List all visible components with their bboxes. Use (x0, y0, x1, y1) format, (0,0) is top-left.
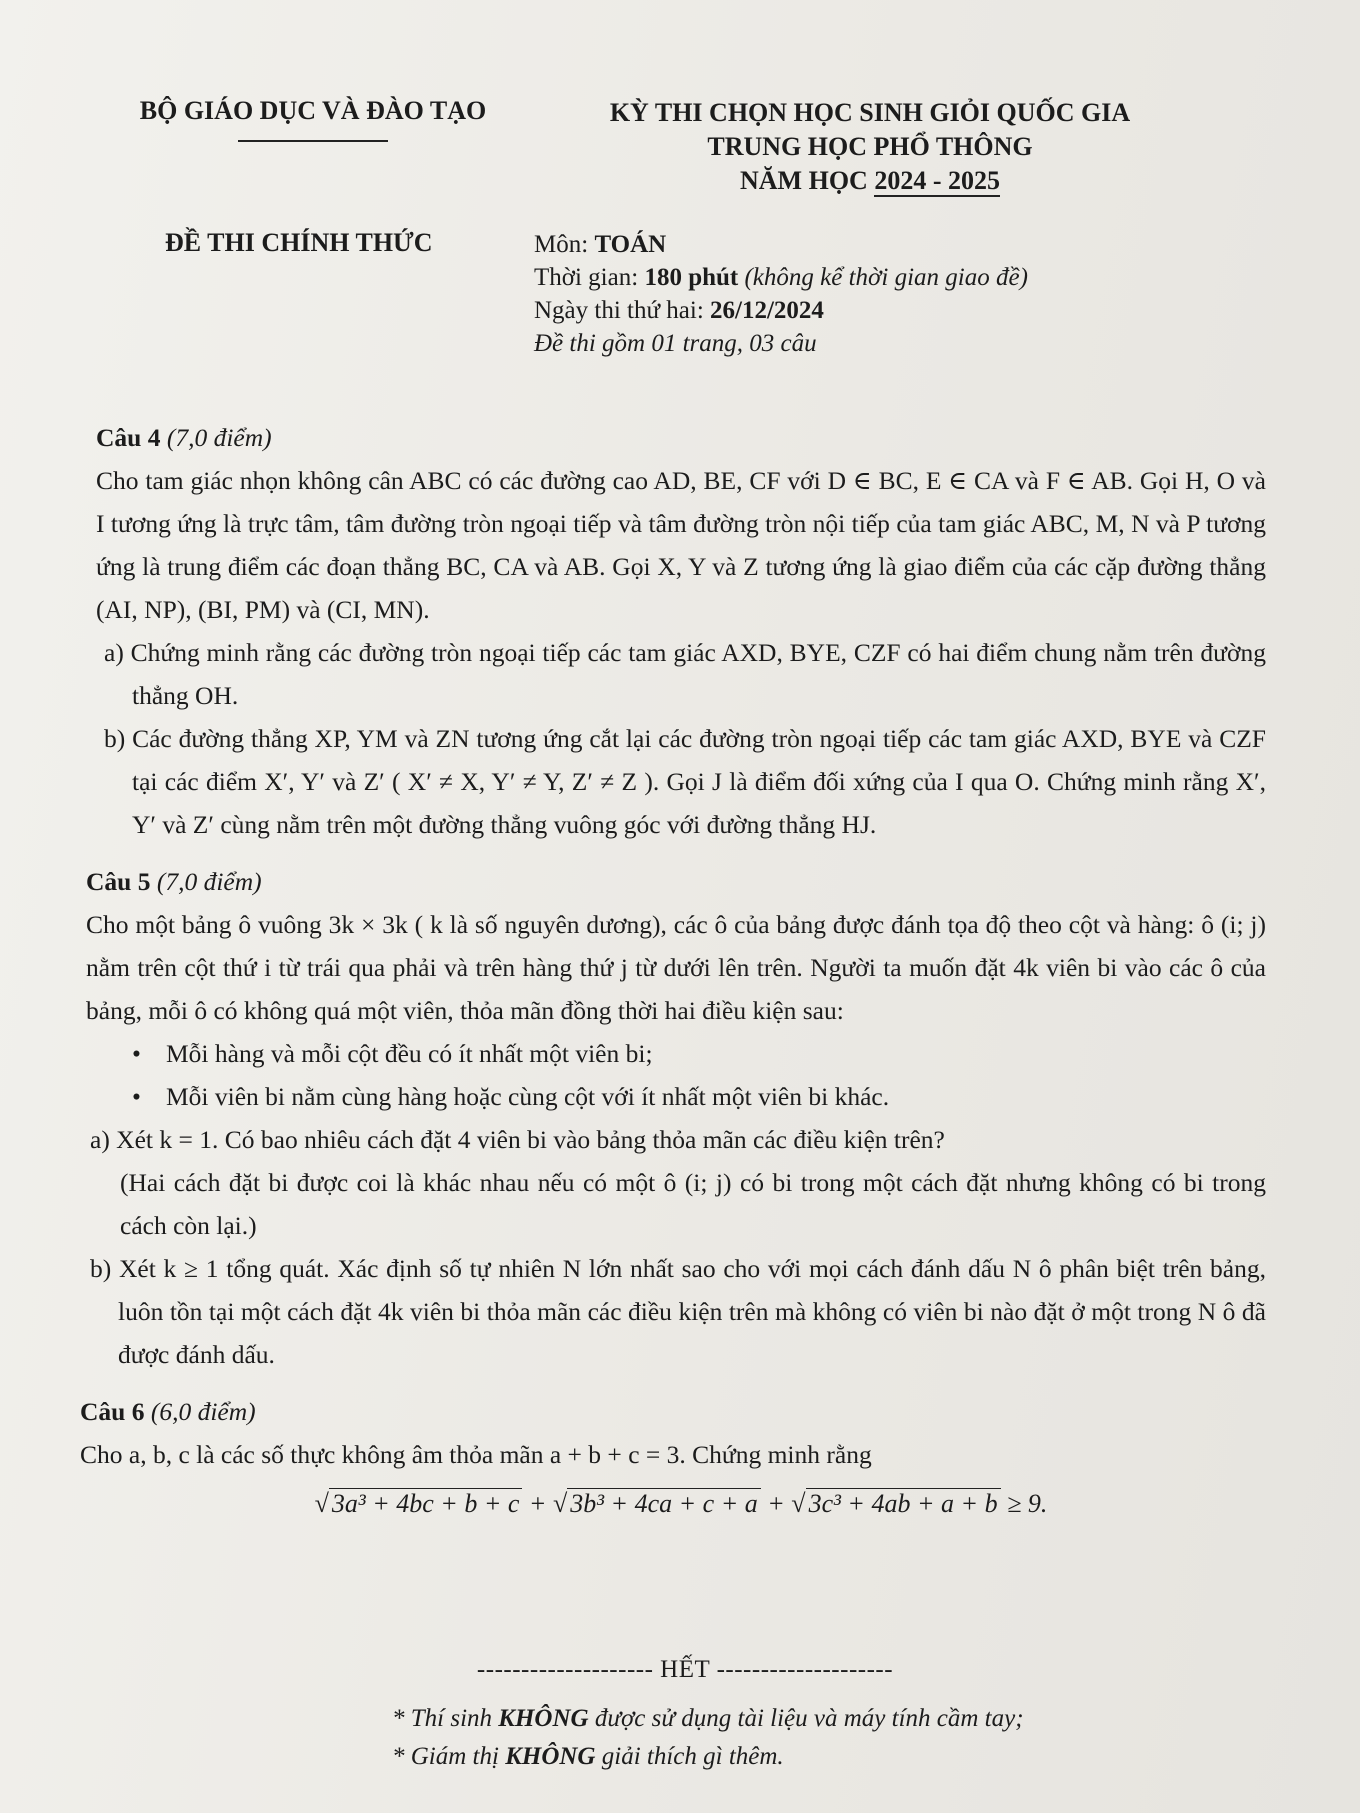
q6-points: (6,0 điểm) (150, 1397, 256, 1426)
pages-note (534, 327, 1028, 360)
q4-intro: Cho tam giác nhọn không cân ABC có các đường cao AD, BE, CF với D ∈ BC, E ∈ CA và F ∈ AB. Gọi H, O và I tương ứng là trực tâm, tâm đường tròn ngoại tiếp và tâm đường tròn nội tiếp của tam giác ABC, M, N và P tương ứng là trung điểm các đoạn thẳng BC, CA và AB. Gọi X, Y và Z tương ứng là giao điểm của các cặp đường thẳng (AI, NP), (BI, PM) và (CI, MN). (96, 466, 1266, 624)
official-label: ĐỀ THI CHÍNH THỨC (165, 228, 433, 257)
q5-part-a: a) Xét k = 1. Có bao nhiêu cách đặt 4 viên bi vào bảng thỏa mãn các điều kiện trên? (90, 1125, 945, 1154)
ministry-header (118, 96, 508, 142)
time-note: (không kể thời gian giao đề) (744, 264, 1028, 291)
footer-note-2 (392, 1738, 1024, 1776)
q6-inequality: √ 3a³ + 4bc + b + c + √ 3b³ + 4ca + c + a + √ 3c³ + 4ab + a + b ≥ 9. (314, 1489, 1048, 1518)
ministry-underline (238, 140, 388, 142)
q6-term-3: 3c³ + 4ab + a + b (806, 1488, 1001, 1518)
q4-part-a: a) Chứng minh rằng các đường tròn ngoại tiếp các tam giác AXD, BYE, CZF có hai điểm chung nằm trên đường thẳng OH. (104, 638, 1266, 710)
q5-part-b: b) Xét k ≥ 1 tổng quát. Xác định số tự nhiên N lớn nhất sao cho với mọi cách đánh dấu N ô phân biệt trên bảng, luôn tồn tại một cách đặt 4k viên bi thỏa mãn các điều kiện trên mà không có viên bi nào đặt ở một trong N ô đã được đánh dấu. (90, 1254, 1266, 1369)
date-line (534, 294, 1028, 327)
time-label: Thời gian: (534, 264, 639, 291)
exam-title-1: KỲ THI CHỌN HỌC SINH GIỎI QUỐC GIA (609, 98, 1131, 127)
q6-term-2: 3b³ + 4ca + c + a (567, 1488, 761, 1518)
exam-body (80, 402, 1266, 1525)
subject-line (534, 228, 1028, 261)
note2-post: giải thích gì thêm. (601, 1743, 784, 1770)
note2-pre: * Giám thị (392, 1743, 499, 1770)
exam-year: 2024 - 2025 (874, 166, 1000, 195)
q5-points: (7,0 điểm) (156, 867, 262, 896)
q6-intro: Cho a, b, c là các số thực không âm thỏa mãn a + b + c = 3. Chứng minh rằng (80, 1440, 872, 1469)
exam-header (560, 96, 1180, 198)
q5-part-a-note: (Hai cách đặt bi được coi là khác nhau nếu có một ô (i; j) có bi trong một cách đặt nhưng không có bi trong cách còn lại.) (120, 1168, 1266, 1240)
time-line (534, 261, 1028, 294)
q4-label: Câu 4 (96, 423, 161, 452)
exam-year-line (560, 164, 1180, 198)
footer-note-1 (392, 1700, 1024, 1738)
note1-pre: * Thí sinh (392, 1705, 493, 1732)
q4-part-b: b) Các đường thẳng XP, YM và ZN tương ứng cắt lại các đường tròn ngoại tiếp các tam giác AXD, BYE và CZF tại các điểm X′, Y′ và Z′ ( X′ ≠ X, Y′ ≠ Y, Z′ ≠ Z ). Gọi J là điểm đối xứng của I qua O. Chứng minh rằng X′, Y′ và Z′ cùng nằm trên một đường thẳng vuông góc với đường thẳng HJ. (104, 724, 1266, 839)
q6-label: Câu 6 (80, 1397, 145, 1426)
q6-rhs: ≥ 9. (1007, 1489, 1048, 1518)
q5-intro: Cho một bảng ô vuông 3k × 3k ( k là số nguyên dương), các ô của bảng được đánh tọa độ theo cột và hàng: ô (i; j) nằm trên cột thứ i từ trái qua phải và trên hàng thứ j từ dưới lên trên. Người ta muốn đặt 4k viên bi vào các ô của bảng, mỗi ô có không quá một viên, thỏa mãn đồng thời hai điều kiện sau: (86, 910, 1266, 1025)
footer-notes (392, 1700, 1024, 1776)
subject: TOÁN (594, 231, 667, 258)
exam-meta (534, 228, 1028, 360)
date-label: Ngày thi thứ hai: (534, 297, 704, 324)
q5-bullet-1: • Mỗi hàng và mỗi cột đều có ít nhất một viên bi; (96, 1032, 1266, 1075)
q4-points: (7,0 điểm) (166, 423, 272, 452)
q5-label: Câu 5 (86, 867, 151, 896)
q6-title (80, 1390, 1266, 1433)
subject-label: Môn: (534, 231, 589, 258)
time: 180 phút (644, 264, 739, 291)
exam-year-prefix: NĂM HỌC (740, 166, 868, 195)
end-marker: -------------------- HẾT -------------------- (476, 1656, 894, 1683)
ministry-name: BỘ GIÁO DỤC VÀ ĐÀO TẠO (139, 96, 487, 125)
q5-bullet-2: • Mỗi viên bi nằm cùng hàng hoặc cùng cột với ít nhất một viên bi khác. (96, 1075, 1266, 1118)
note1-post: được sử dụng tài liệu và máy tính cầm tay; (594, 1705, 1024, 1732)
note1-em: KHÔNG (498, 1705, 589, 1732)
q6-term-1: 3a³ + 4bc + b + c (329, 1488, 523, 1518)
date: 26/12/2024 (710, 297, 824, 324)
q4-title (96, 416, 1266, 459)
exam-title-2: TRUNG HỌC PHỔ THÔNG (707, 132, 1033, 161)
q5-title (86, 860, 1266, 903)
note2-em: KHÔNG (505, 1743, 596, 1770)
pages-note-text: Đề thi gồm 01 trang, 03 câu (534, 330, 817, 357)
